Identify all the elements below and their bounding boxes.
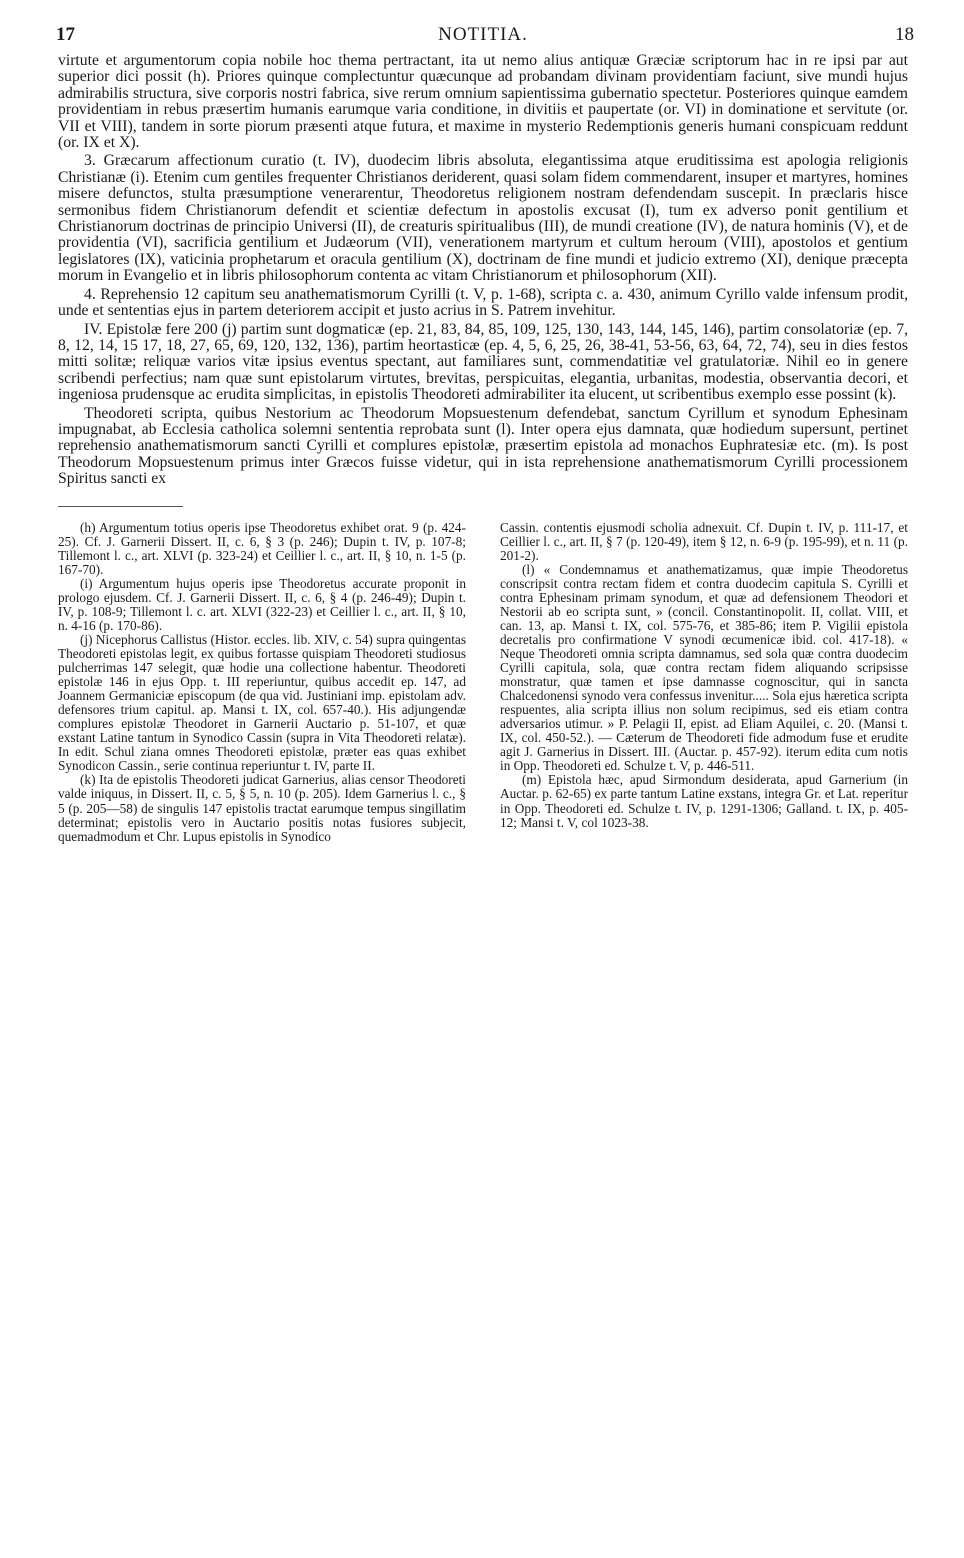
page [56,18,914,844]
footnote: (j) Nicephorus Callistus (Histor. eccles. lib. XIV, c. 54) supra quingentas Theodoreti epistolas legit, ex quibus fortasse quispiam Theodoreti studiosus pulcherrimas 147 selegit, quæ hodie una collectione habentur. Theodoreti epistolæ 146 in ejus Opp. t. III reperiuntur, quibus accedit ep. 147, ad Joannem Germaniciæ episcopum (de qua vid. Justiniani imp. epistolam adv. defensores trium capitul. ap. Mansi t. IX, col. 657-40.). His adjungendæ complures epistolæ Theodoret in Garnerii Auctario p. 51-107, et quæ exstant Latine tantum in Synodico Cassin (supra in Vita Theodoreti relatæ). In edit. Schul ziana omnes Theodoreti epistolæ, præter eas quas exhibet Synodicon Cassin., serie continua reperiuntur t. IV, parte II. [58,631,466,774]
footnote: (l) « Condemnamus et anathematizamus, quæ impie Theodoretus conscripsit contra rectam fidem et contra duodecim capitula S. Cyrilli et contra Ephesinam primam synodum, et quæ ad defensionem Theodori et Nestorii ab eo scripta sunt, » (concil. Constantinopolit. II, collat. VIII, et can. 13, ap. Mansi t. IX, col. 575-76, et 385-86; item P. Vigilii epistola decretalis pro confirmatione V synodi œcumenicæ ibid. col. 417-18). « Neque Theodoreti omnia scripta damnamus, sed sola quæ contra duodecim Cyrilli capitula, sola, quæ contra rectam fidem aliquando scripsisse monstratur, quæ tamen et ipse damnasse cognoscitur, qui in sancta Chalcedonensi synodo vera confessus invenitur..... Sola ejus hæretica scripta respuentes, alia scripta illius non solum recipimus, sed eis etiam contra adversarios utimur. » P. Pelagii II, epist. ad Eliam Aquilei, c. 20. (Mansi t. IX, col. 450-52.). — Cæterum de Theodoreti fide admodum fuse et erudite agit J. Garnerius in Dissert. III. (Auctar. p. 457-92). iterum edita cum notis in Opp. Theodoreti ed. Schulze t. V, p. 446-511. [500,561,908,774]
paragraph: virtute et argumentorum copia nobile hoc thema pertractant, ita ut nemo alius antiquæ Græciæ scriptorum hac in re ipsi par aut superior dici possit (h). Priores quinque complectuntur quæcunque ad probandam divinam providentiam faciunt, sive mundi hujus admirabilis structura, sive corporis nostri fabrica, sive rerum omnium sapientissima gubernatio spectetur. Posteriores quinque eamdem providentiam in rebus præsertim humanis earumque varia conditione, in divitiis et paupertate (or. VI) in dominatione et servitute (or. VII et VIII), tandem in sorte piorum præsenti atque futura, et maxime in mysterio Redemptionis generis humani conspicuam reddunt (or. IX et X). [58,52,908,152]
footnote: Cassin. contentis ejusmodi scholia adnexuit. Cf. Dupin t. IV, p. 111-17, et Ceillier l. c., art. II, § 7 (p. 120-49), item § 12, n. 6-9 (p. 195-99), et n. 11 (p. 201-2). [500,519,908,563]
footnote-divider [58,506,183,507]
paragraph: 4. Reprehensio 12 capitum seu anathematismorum Cyrilli (t. V, p. 1-68), scripta c. a. 430, animum Cyrillo valde infensum prodit, unde et sententias ejus in partem deteriorem accipit et justo acrius in S. Patrem invehitur. [58,285,908,320]
paragraph: IV. Epistolæ fere 200 (j) partim sunt dogmaticæ (ep. 21, 83, 84, 85, 109, 125, 130, 143, 144, 145, 146), partim consolatoriæ (ep. 7, 8, 12, 14, 15 17, 18, 27, 65, 69, 120, 132, 136), partim heortasticæ (ep. 4, 5, 6, 25, 26, 38-41, 53-56, 63, 64, 72, 74), seu in dies festos mitti solitæ; reliquæ varios vitæ ipsius eventus spectant, aut familiares sunt, commendatitiæ vel gratulatoriæ. Nihil eo in genere scribendi perfectius; nam quæ sunt epistolarum virtutes, brevitas, perspicuitas, elegantia, urbanitas, modestia, observantia decori, et ingeniosa prudensque ac erudita simplicitas, in epistolis Theodoreti admirabiliter ita elucent, ut scribentibus exemplo esse possint (k). [58,320,908,404]
footnotes-left-column [58,521,466,844]
page-number-left: 17 [56,24,75,45]
main-text [58,53,908,488]
footnote: (i) Argumentum hujus operis ipse Theodoretus accurate proponit in prologo ejusdem. Cf. J. Garnerii Dissert. II, c. 6, § 4 (p. 246-49); Dupin t. IV, p. 108-9; Tillemont l. c. art. XLVI (322-23) et Ceillier l. c., art. II, § 10, n. 4-16 (p. 170-86). [58,575,466,633]
running-title: NOTITIA. [438,24,528,45]
footnote: (m) Epistola hæc, apud Sirmondum desiderata, apud Garnerium (in Auctar. p. 62-65) ex parte tantum Latine exstans, integra Gr. et Lat. reperitur in Opp. Theodoreti ed. Schulze t. IV, p. 1291-1306; Galland. t. IX, p. 405-12; Mansi t. V, col 1023-38. [500,772,908,830]
running-header [56,18,914,48]
page-number-right: 18 [895,24,914,45]
footnotes [58,521,908,844]
footnotes-right-column [500,521,908,844]
footnote: (k) Ita de epistolis Theodoreti judicat Garnerius, alias censor Theodoreti valde iniquus, in Dissert. II, c. 5, § 5, n. 10 (p. 205). Idem Garnerius l. c., § 5 (p. 205—58) de singulis 147 epistolis tractat earumque tempus singillatim determinat; epistolis vero in Auctario positis notas fusiores subjecit, quemadmodum et Chr. Lupus epistolis in Synodico [58,772,466,844]
footnote: (h) Argumentum totius operis ipse Theodoretus exhibet orat. 9 (p. 424-25). Cf. J. Garnerii Dissert. II, c. 6, § 3 (p. 246); Dupin t. IV, p. 107-8; Tillemont l. c., art. XLVI (p. 323-24) et Ceillier l. c., art. II, § 10, n. 1-5 (p. 167-70). [58,519,466,577]
paragraph: 3. Græcarum affectionum curatio (t. IV), duodecim libris absoluta, elegantissima atque eruditissima est apologia religionis Christianæ (i). Etenim cum gentiles frequenter Christianos deriderent, quasi solam fidem commendarent, insuper et martyres, homines misere defunctos, stulta præsumptione venerarentur, Theodoretus religionem nostram defendendam suscepit. In præclaris hisce sermonibus fidem Christianorum defendit et scientiæ defectum in apostolis excusat (I), tum ex adverso ponit gentilium et Christianorum doctrinas de principio Universi (II), de creaturis spiritualibus (III), de mundi creatione (IV), de natura hominis (V), et de providentia (VI), sacrificia gentilium et Judæorum (VII), venerationem martyrum et cultum heroum (VIII), apostolos et gentium legislatores (IX), vaticinia prophetarum et oracula gentilium (X), doctrinam de fine mundi et judicio extremo (XI), denique præcepta morum in Evangelio et in libris philosophorum contenta ac vitam Christianorum et philosophorum (XII). [58,152,908,285]
paragraph: Theodoreti scripta, quibus Nestorium ac Theodorum Mopsuestenum defendebat, sanctum Cyrillum et synodum Ephesinam impugnabat, ab Ecclesia catholica solemni sententia reprobata sunt (l). Inter opera ejus damnata, quæ hodiedum supersunt, pertinet reprehensio anathematismorum sancti Cyrilli et complures epistolæ, præsertim epistola ad monachos Euphratesiæ etc. (m). Is post Theodorum Mopsuestenum primus inter Græcos fuisse videtur, qui in ista reprehensione anathematismorum Cyrilli processionem Spiritus sancti ex [58,404,908,488]
